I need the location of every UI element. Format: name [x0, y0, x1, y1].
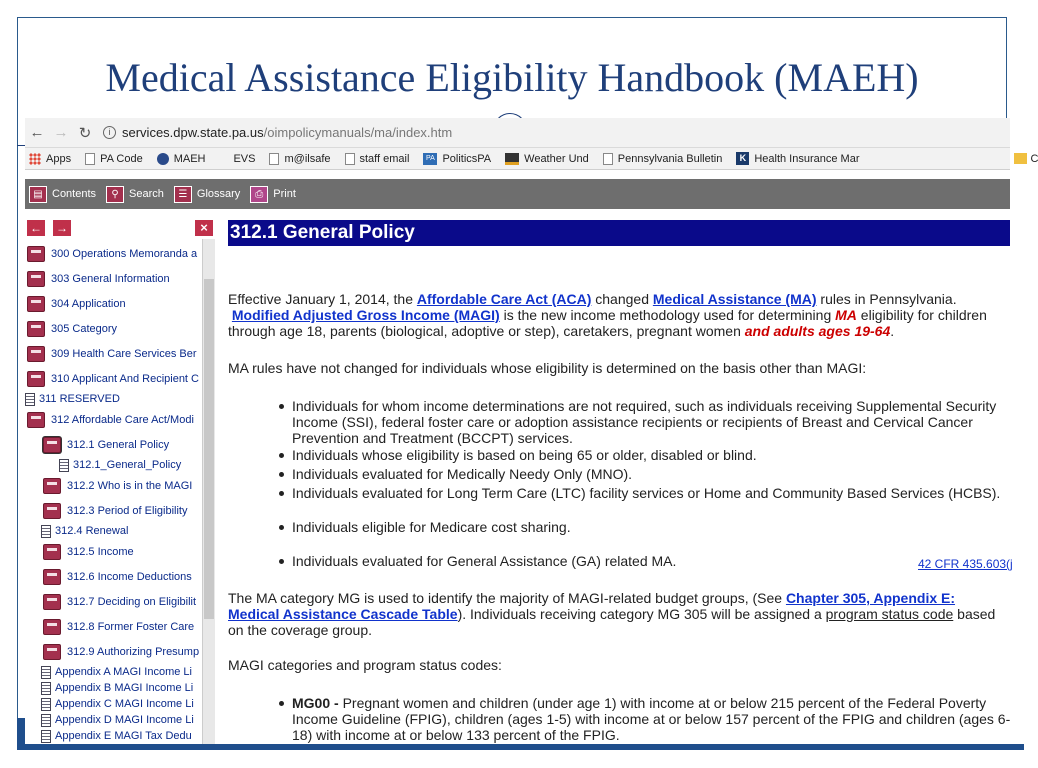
book-icon	[27, 271, 45, 287]
rules-paragraph: MA rules have not changed for individuals whose eligibility is determined on the basis other than MAGI:	[228, 360, 867, 376]
book-icon	[27, 346, 45, 362]
page-icon	[41, 525, 51, 538]
aca-link[interactable]: Affordable Care Act (ACA)	[416, 291, 592, 307]
ma-link[interactable]: Medical Assistance (MA)	[652, 291, 817, 307]
list-item-mg00: MG00 - Pregnant women and children (under age 1) with income at or below 215 percent of the Federal Poverty Income Guideline (FPIG), children (ages 1-5) with income at or below 157 percent of the FPIG and children (ages 6-18) with income at or below 133 percent of the FPIG.	[292, 695, 1011, 743]
page-icon	[25, 393, 35, 406]
book-icon	[43, 544, 61, 560]
page-icon	[603, 153, 613, 165]
list-item: Individuals evaluated for Long Term Care (LTC) facility services or Home and Community Based Services (HCBS).	[292, 485, 1012, 501]
bookmark-staff-email[interactable]: staff email	[345, 153, 410, 165]
toc-item-selected[interactable]: 312.1 General Policy	[43, 434, 169, 456]
toc-item[interactable]: 312.9 Authorizing Presump	[43, 641, 199, 663]
bookmark-apps[interactable]: Apps	[29, 153, 71, 165]
globe-icon	[157, 153, 169, 165]
book-icon	[43, 569, 61, 585]
help-toolbar	[25, 179, 1010, 209]
book-icon	[27, 296, 45, 312]
page-icon	[269, 153, 279, 165]
list-item: Individuals eligible for Medicare cost sharing.	[292, 519, 1012, 535]
url-path: /oimpolicymanuals/ma/index.htm	[263, 125, 453, 140]
toc-item[interactable]: Appendix C MAGI Income Li	[41, 693, 194, 715]
slide-footer-band	[17, 744, 1024, 750]
glossary-icon: ☰	[174, 186, 192, 203]
url-field[interactable]	[103, 122, 1010, 144]
browser-screenshot	[25, 118, 1038, 744]
page-icon	[345, 153, 355, 165]
back-icon[interactable]: ←	[29, 124, 45, 141]
folder-icon	[1014, 153, 1027, 164]
book-icon	[43, 594, 61, 610]
book-icon	[27, 371, 45, 387]
book-icon	[43, 644, 61, 660]
forward-icon[interactable]: →	[53, 124, 69, 141]
url-host: services.dpw.state.pa.us	[122, 125, 264, 140]
toc-item[interactable]: 312.3 Period of Eligibility	[43, 500, 187, 522]
list-item: Individuals for whom income determinations are not required, such as individuals receiving Supplemental Security Income (SSI), federal foster care or adoption assistance recipients or recipients of Breast and Cervical Cancer Prevention and Treatment (BCCPT) services.	[292, 398, 1012, 446]
toc-item[interactable]: 311 RESERVED	[25, 388, 120, 410]
book-icon	[43, 437, 61, 453]
category-paragraph: The MA category MG is used to identify the majority of MAGI-related budget groups, (See Chapter 305, Appendix E: Medical Assistance Cascade Table). Individuals receiving category MG 305 will be assigned a program status code based on the coverage group.	[228, 590, 996, 638]
bookmark-health-insurance[interactable]: K Health Insurance Mar	[736, 152, 859, 165]
toc-scroll-thumb[interactable]	[204, 279, 214, 619]
toc-item[interactable]: 303 General Information	[27, 268, 170, 290]
bookmarks-bar	[25, 148, 1038, 170]
print-button[interactable]: ⎙ Print	[250, 186, 296, 203]
bookmark-evs[interactable]: EVS	[233, 152, 256, 165]
toc-item[interactable]: 312.1_General_Policy	[59, 454, 181, 476]
glossary-button[interactable]: ☰ Glossary	[174, 186, 240, 203]
toc-header	[25, 217, 215, 239]
bookmark-weather[interactable]: Weather Und	[505, 153, 589, 165]
cfr-link[interactable]: 42 CFR 435.603(j	[918, 557, 1013, 571]
arrow-left-icon[interactable]: ←	[27, 220, 45, 236]
toc-item[interactable]: 312.8 Former Foster Care	[43, 616, 194, 638]
toc-item[interactable]: 309 Health Care Services Ber	[27, 343, 197, 365]
list-item: Individuals evaluated for General Assistance (GA) related MA.	[292, 553, 1012, 569]
toc-item[interactable]: 304 Application	[27, 293, 126, 315]
bookmark-pa-code[interactable]: PA Code	[85, 153, 143, 165]
toc-item[interactable]: 312.4 Renewal	[41, 520, 128, 542]
info-icon[interactable]: i	[103, 126, 116, 139]
weather-icon	[505, 153, 519, 165]
bookmark-politicspa[interactable]: PA PoliticsPA	[423, 153, 491, 165]
book-icon: ▤	[29, 186, 47, 203]
book-icon	[27, 321, 45, 337]
content-pane	[228, 217, 1013, 744]
book-icon	[27, 412, 45, 428]
page-icon	[41, 730, 51, 743]
book-icon	[43, 619, 61, 635]
printer-icon: ⎙	[250, 186, 268, 203]
magi-link[interactable]: Modified Adjusted Gross Income (MAGI)	[231, 307, 500, 323]
list-item: Individuals whose eligibility is based on being 65 or older, disabled or blind.	[292, 447, 1012, 463]
toc-item[interactable]: 300 Operations Memoranda a	[27, 243, 197, 265]
toc-item[interactable]: 312 Affordable Care Act/Modi	[27, 409, 194, 431]
book-icon	[43, 478, 61, 494]
bookmark-maeh[interactable]: MAEH	[157, 153, 206, 165]
section-heading: 312.1 General Policy	[228, 220, 1010, 246]
toc-scrollbar[interactable]	[202, 239, 215, 744]
contents-button[interactable]: ▤ Contents	[29, 186, 96, 203]
politicspa-icon: PA	[423, 153, 437, 165]
toc-item[interactable]: 312.7 Deciding on Eligibilit	[43, 591, 196, 613]
toc-item[interactable]: 312.2 Who is in the MAGI	[43, 475, 192, 497]
toc-item[interactable]: 310 Applicant And Recipient C	[27, 368, 199, 390]
toc-panel	[25, 217, 215, 744]
toc-item[interactable]: Appendix D MAGI Income Li	[41, 709, 194, 731]
magi-categories-heading: MAGI categories and program status codes:	[228, 657, 502, 673]
slide-divider	[17, 145, 25, 146]
slide-title: Medical Assistance Eligibility Handbook (MAEH)	[105, 55, 919, 100]
arrow-right-icon[interactable]: →	[53, 220, 71, 236]
k-logo-icon: K	[736, 152, 749, 165]
toc-item[interactable]: Appendix A MAGI Income Li	[41, 661, 192, 683]
program-status-code-link[interactable]: program status code	[825, 606, 954, 622]
reload-icon[interactable]: ↻	[78, 124, 92, 142]
apps-grid-icon	[29, 153, 41, 165]
book-icon	[43, 503, 61, 519]
toc-item[interactable]: 312.5 Income	[43, 541, 134, 563]
page-icon	[59, 459, 69, 472]
bookmark-mailsafe[interactable]: m@ilsafe	[269, 153, 330, 165]
search-icon: ⚲	[106, 186, 124, 203]
book-icon	[27, 246, 45, 262]
toc-item[interactable]: Appendix B MAGI Income Li	[41, 677, 193, 699]
toc-item[interactable]: 305 Category	[27, 318, 117, 340]
toc-item[interactable]: 312.6 Income Deductions	[43, 566, 192, 588]
close-icon[interactable]: ×	[195, 220, 213, 236]
intro-paragraph: Effective January 1, 2014, the Affordable Care Act (ACA) changed Medical Assistance (MA) rules in Pennsylvania. Modified Adjusted Gross Income (MAGI) is the new income methodology used for determining MA eligibility for children through age 18, parents (biological, adoptive or step), caretakers, pregnant women and adults ages 19-64.	[228, 291, 987, 339]
address-bar	[25, 118, 1010, 148]
list-item: Individuals evaluated for Medically Needy Only (MNO).	[292, 466, 1012, 482]
toc-item[interactable]: Appendix E MAGI Tax Dedu	[41, 725, 192, 747]
page-icon	[85, 153, 95, 165]
search-button[interactable]: ⚲ Search	[106, 186, 164, 203]
cascade-table-link[interactable]: Chapter 305, Appendix E: Medical Assistance Cascade Table	[228, 590, 956, 622]
bookmark-overflow[interactable]: C	[1004, 153, 1038, 165]
bookmark-pa-bulletin[interactable]: Pennsylvania Bulletin	[603, 153, 723, 165]
